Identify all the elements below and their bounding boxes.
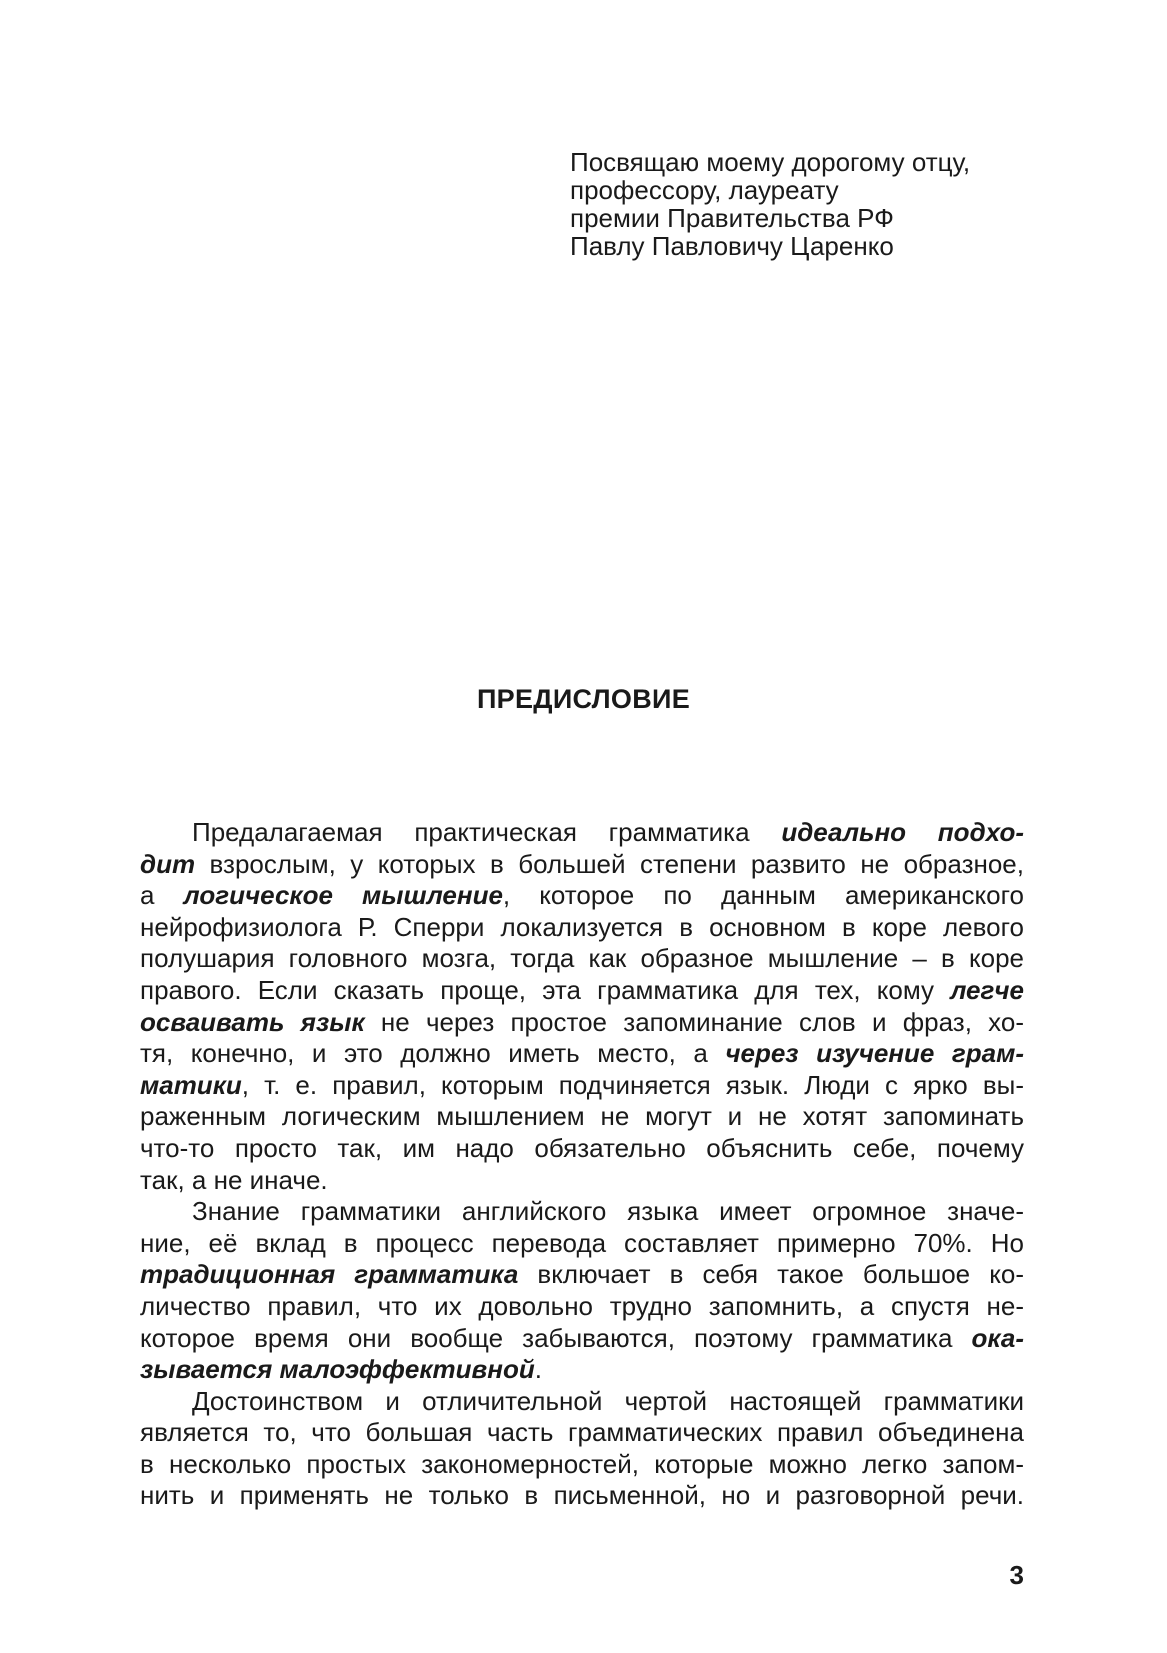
emphasized-text: дит: [140, 848, 196, 879]
text-segment: не через простое запоминание слов и фраз, хо-: [364, 1006, 1024, 1037]
text-line: [140, 1354, 1024, 1386]
dedication-line: Посвящаю моему дорогому отцу,: [570, 147, 971, 177]
text-line: [140, 943, 1024, 975]
text-segment: включает в себя такое большое ко-: [518, 1259, 1024, 1290]
text-line: [140, 1386, 1024, 1418]
page-number: 3: [1009, 1560, 1024, 1590]
text-segment: правого. Если сказать проще, эта грамматика для тех, кому: [140, 974, 951, 1005]
text-line: [140, 975, 1024, 1007]
emphasized-text: ока-: [971, 1322, 1024, 1353]
text-segment: а: [140, 880, 184, 911]
emphasized-text: через изучение грам-: [725, 1038, 1024, 1069]
text-line: [140, 1480, 1024, 1512]
emphasized-text: зывается малоэффективной: [140, 1354, 535, 1385]
text-line: [140, 1228, 1024, 1260]
text-line: [140, 1165, 1024, 1197]
text-segment: ние, её вклад в процесс перевода составляет примерно 70%. Но: [140, 1227, 1024, 1258]
text-segment: нить и применять не только в письменной, но и разговорной речи.: [140, 1480, 1024, 1511]
text-line: [140, 1417, 1024, 1449]
text-segment: тя, конечно, и это должно иметь место, а: [140, 1038, 726, 1069]
text-segment: .: [534, 1354, 542, 1385]
text-segment: , т. е. правил, которым подчиняется язык. Люди с ярко вы-: [241, 1069, 1024, 1100]
emphasized-text: матики: [140, 1069, 242, 1100]
section-heading: ПРЕДИСЛОВИЕ: [476, 684, 691, 714]
emphasized-text: логическое мышление: [183, 880, 503, 911]
emphasized-text: идеально подхо-: [781, 817, 1024, 847]
text-line: [140, 1070, 1024, 1102]
text-segment: полушария головного мозга, тогда как образное мышление – в коре: [140, 943, 1024, 974]
text-segment: в несколько простых закономерностей, которые можно легко запом-: [140, 1448, 1024, 1479]
text-segment: Знание грамматики английского языка имеет огромное значе-: [192, 1196, 1024, 1227]
text-segment: так, а не иначе.: [140, 1164, 328, 1195]
text-segment: Достоинством и отличительной чертой настоящей грамматики: [192, 1385, 1024, 1416]
text-segment: Предалагаемая практическая грамматика: [192, 817, 782, 847]
text-segment: раженным логическим мышлением не могут и не хотят запоминать: [140, 1101, 1024, 1132]
dedication-line: Павлу Павловичу Царенко: [570, 231, 894, 261]
text-line: [140, 1291, 1024, 1323]
text-line: [140, 817, 1024, 849]
dedication: [570, 148, 1090, 260]
text-segment: нейрофизиолога Р. Сперри локализуется в основном в коре левого: [140, 911, 1024, 942]
body-text: [140, 817, 1024, 1512]
text-line: [140, 1449, 1024, 1481]
text-line: [140, 1101, 1024, 1133]
text-line: [140, 1323, 1024, 1355]
text-line: [140, 1259, 1024, 1291]
text-line: [140, 912, 1024, 944]
emphasized-text: осваивать язык: [140, 1006, 365, 1037]
text-line: [140, 880, 1024, 912]
text-segment: , которое по данным американского: [502, 880, 1024, 911]
emphasized-text: традиционная грамматика: [140, 1259, 519, 1290]
emphasized-text: легче: [950, 974, 1024, 1005]
text-segment: является то, что большая часть грамматических правил объединена: [140, 1417, 1024, 1448]
text-line: [140, 1038, 1024, 1070]
text-segment: взрослым, у которых в большей степени развито не образное,: [195, 848, 1024, 879]
text-line: [140, 849, 1024, 881]
text-line: [140, 1196, 1024, 1228]
dedication-line: профессору, лауреату: [570, 175, 839, 205]
text-segment: личество правил, что их довольно трудно запомнить, а спустя не-: [140, 1290, 1024, 1321]
dedication-line: премии Правительства РФ: [570, 203, 894, 233]
text-segment: которое время они вообще забываются, поэтому грамматика: [140, 1322, 972, 1353]
text-line: [140, 1007, 1024, 1039]
text-segment: что-то просто так, им надо обязательно объяснить себе, почему: [140, 1132, 1024, 1163]
text-line: [140, 1133, 1024, 1165]
